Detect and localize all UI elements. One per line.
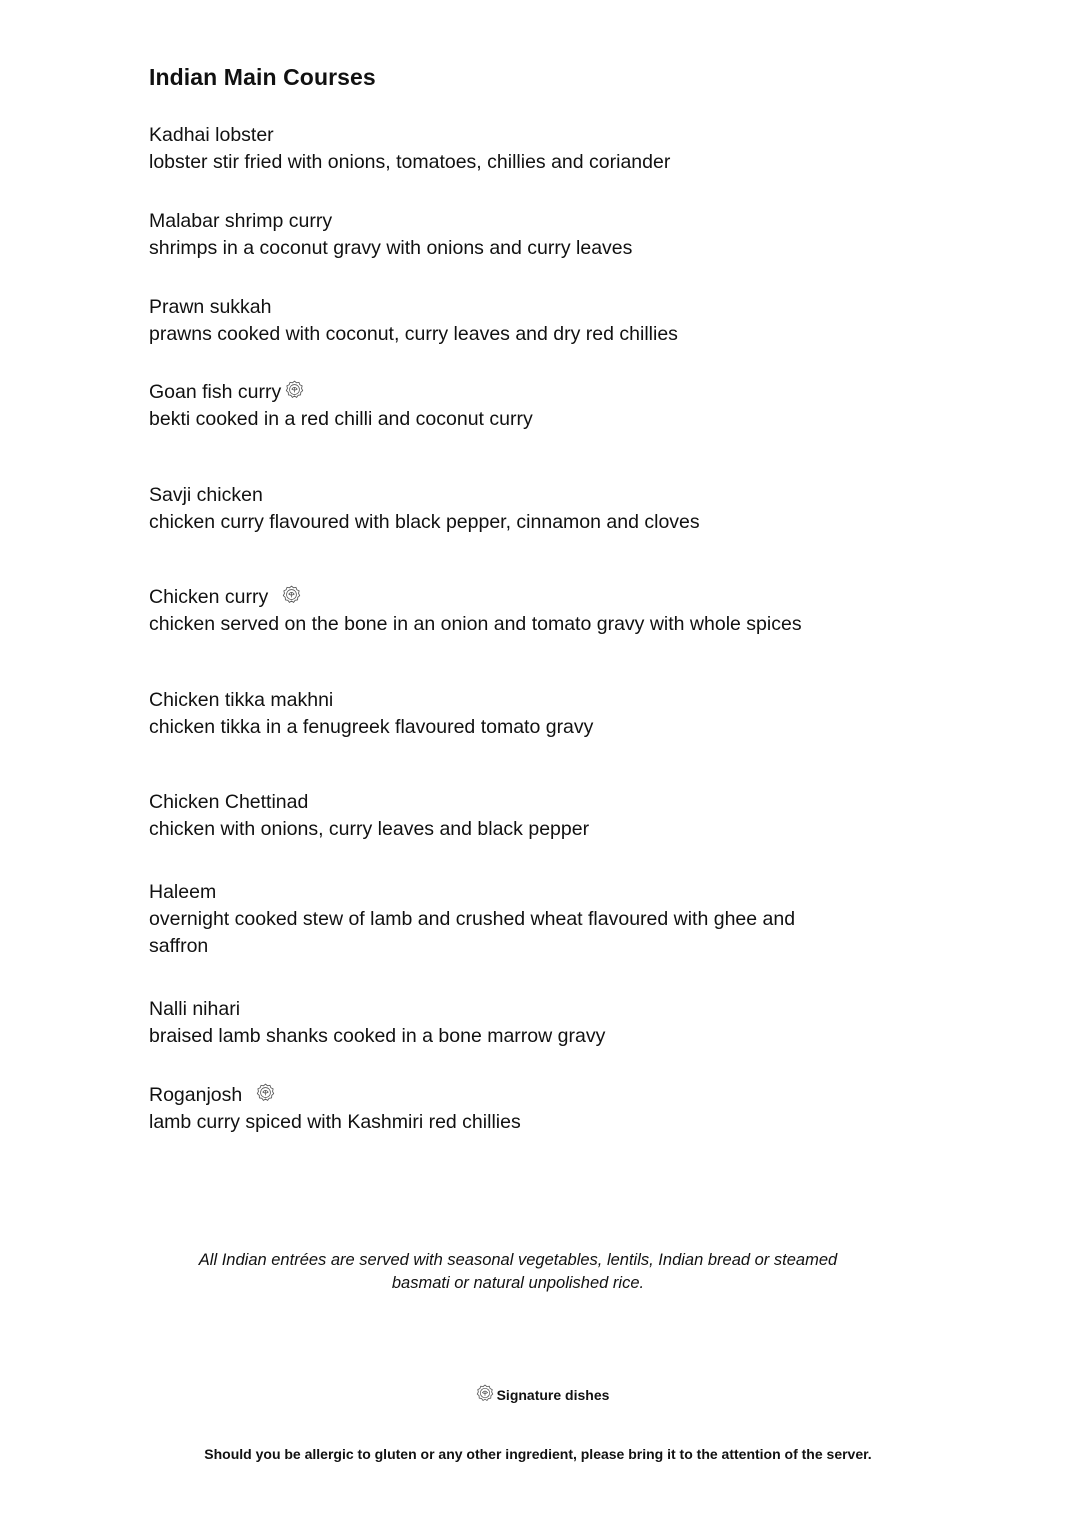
- dish-name: Kadhai lobster: [149, 124, 274, 146]
- legend-label: Signature dishes: [496, 1387, 610, 1403]
- menu-item-savji-chicken: [149, 482, 849, 536]
- signature-dish-icon: [476, 1384, 494, 1402]
- dish-description: chicken curry flavoured with black pepper, cinnamon and cloves: [149, 511, 700, 533]
- page-title: Indian Main Courses: [149, 64, 376, 90]
- serving-note: All Indian entrées are served with seasonal vegetables, lentils, Indian bread or steamed basmati or natural unpolished rice.: [198, 1250, 838, 1292]
- allergy-notice: Should you be allergic to gluten or any other ingredient, please bring it to the attention of the server.: [204, 1446, 872, 1462]
- dish-description: braised lamb shanks cooked in a bone marrow gravy: [149, 1025, 606, 1047]
- dish-name: Chicken Chettinad: [149, 791, 309, 813]
- menu-item-chicken-curry: [149, 584, 849, 638]
- dish-description: overnight cooked stew of lamb and crushed wheat flavoured with ghee and saffron: [149, 908, 796, 957]
- dish-description: lobster stir fried with onions, tomatoes, chillies and coriander: [149, 151, 671, 173]
- menu-item-haleem: [149, 879, 849, 960]
- dish-name: Goan fish curry: [149, 381, 282, 403]
- signature-dish-icon: [256, 1083, 275, 1102]
- dish-name: Malabar shrimp curry: [149, 210, 333, 232]
- menu-item-prawn-sukkah: [149, 294, 849, 348]
- menu-item-malabar-shrimp-curry: [149, 208, 849, 262]
- menu-item-kadhai-lobster: [149, 122, 849, 176]
- dish-description: lamb curry spiced with Kashmiri red chillies: [149, 1111, 521, 1133]
- signature-dish-icon: [282, 585, 301, 604]
- dish-description: prawns cooked with coconut, curry leaves and dry red chillies: [149, 323, 678, 345]
- dish-name: Haleem: [149, 881, 217, 903]
- dish-description: chicken tikka in a fenugreek flavoured tomato gravy: [149, 716, 594, 738]
- dish-name: Savji chicken: [149, 484, 263, 506]
- menu-item-goan-fish-curry: [149, 379, 849, 433]
- dish-name: Chicken tikka makhni: [149, 689, 334, 711]
- dish-description: chicken served on the bone in an onion and tomato gravy with whole spices: [149, 613, 802, 635]
- signature-legend: [0, 1384, 1080, 1403]
- menu-item-nalli-nihari: [149, 996, 849, 1050]
- signature-dish-icon: [285, 380, 304, 399]
- menu-item-roganjosh: [149, 1082, 849, 1136]
- menu-item-chicken-tikka-makhni: [149, 687, 849, 741]
- dish-description: bekti cooked in a red chilli and coconut curry: [149, 408, 533, 430]
- dish-name: Roganjosh: [149, 1084, 243, 1106]
- dish-description: shrimps in a coconut gravy with onions and curry leaves: [149, 237, 633, 259]
- menu-item-chicken-chettinad: [149, 789, 849, 843]
- dish-name: Prawn sukkah: [149, 296, 272, 318]
- dish-name: Nalli nihari: [149, 998, 241, 1020]
- dish-name: Chicken curry: [149, 586, 269, 608]
- dish-description: chicken with onions, curry leaves and black pepper: [149, 818, 590, 840]
